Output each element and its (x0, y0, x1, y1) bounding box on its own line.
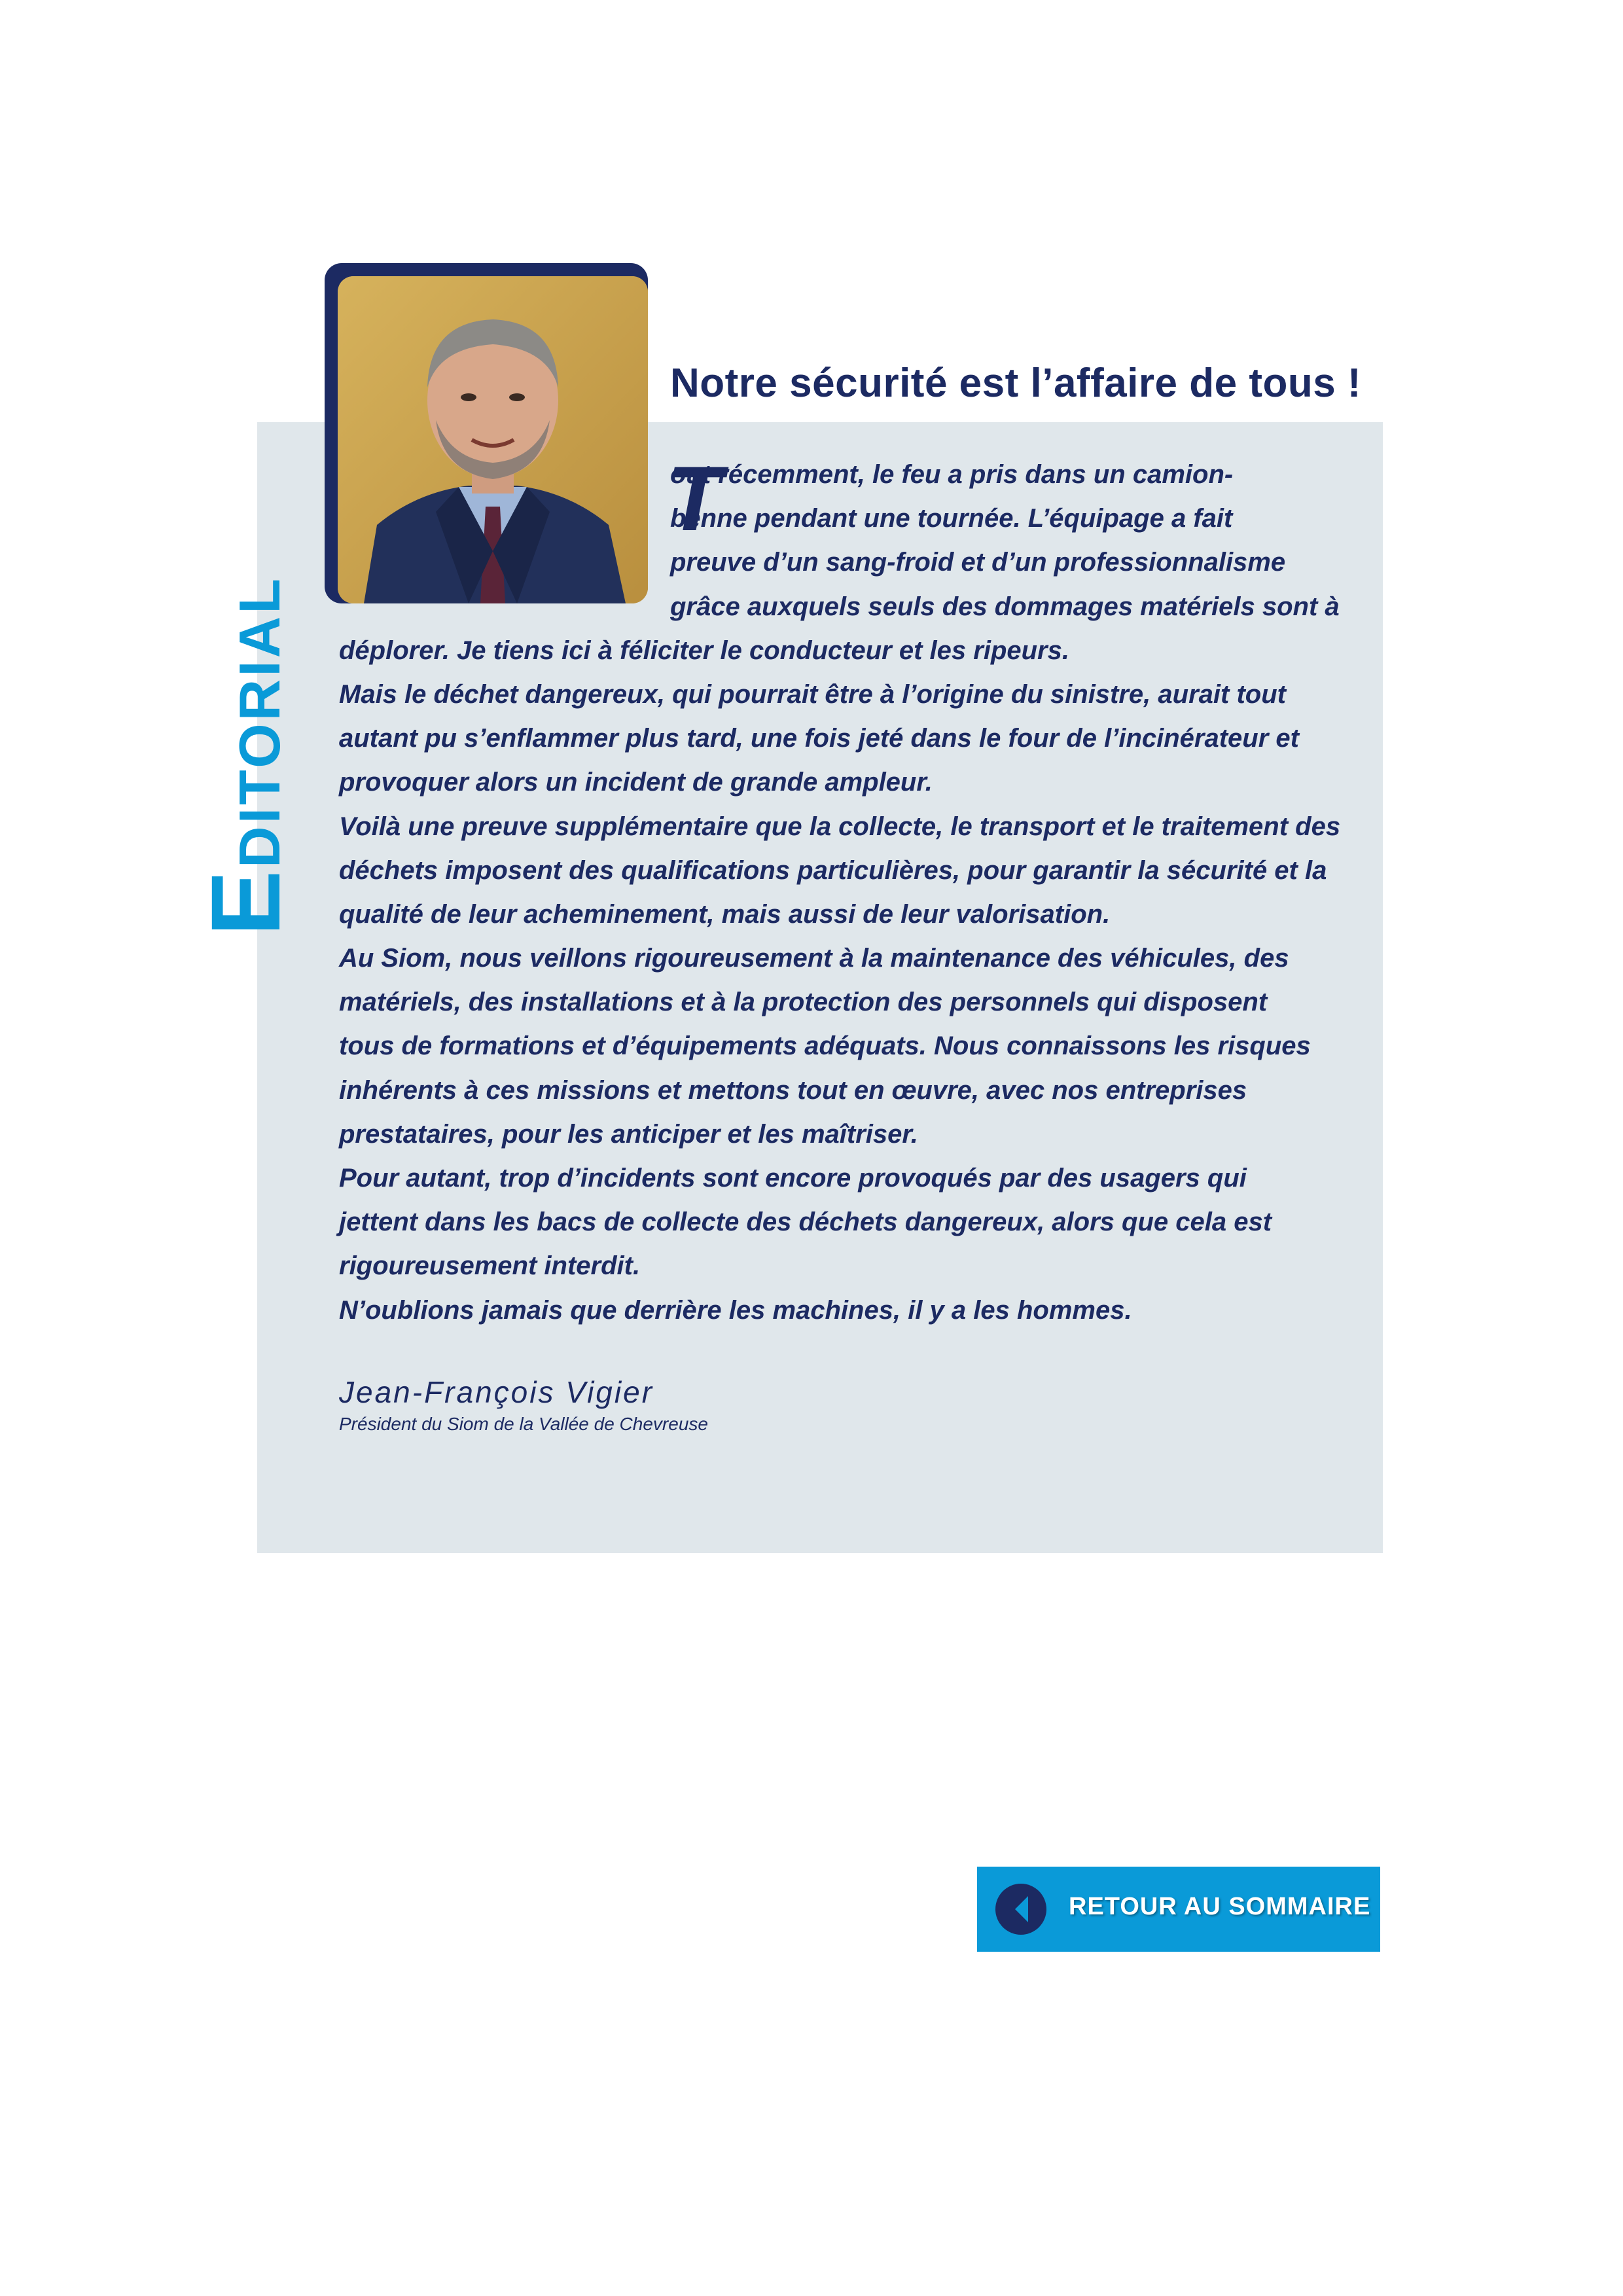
article-headline: Notre sécurité est l’affaire de tous ! (670, 361, 1362, 406)
article-line: déplorer. Je tiens ici à féliciter le conducteur et les ripeurs. (339, 636, 1069, 665)
article-line: out récemment, le feu a pris dans un camion- (670, 460, 1234, 489)
article-line: qualité de leur acheminement, mais aussi de leur valorisation. (339, 899, 1111, 929)
signature-name: Jean-François Vigier (339, 1375, 654, 1409)
article-line: prestataires, pour les anticiper et les maîtriser. (339, 1119, 918, 1149)
article-line: benne pendant une tournée. L’équipage a fait (670, 504, 1233, 533)
back-to-summary-label: RETOUR AU SOMMAIRE (1069, 1893, 1371, 1920)
back-to-summary-button[interactable] (977, 1867, 1380, 1952)
article-line: jettent dans les bacs de collecte des déchets dangereux, alors que cela est (339, 1208, 1272, 1237)
signature-role: Président du Siom de la Vallée de Chevreuse (339, 1414, 708, 1434)
article-line: preuve d’un sang-froid et d’un professionnalisme (670, 548, 1286, 577)
article-line: grâce auxquels seuls des dommages matériels sont à (670, 592, 1340, 621)
article-line: matériels, des installations et à la protection des personnels qui disposent (339, 988, 1268, 1017)
article-line: Mais le déchet dangereux, qui pourrait être à l’origine du sinistre, aurait tout (339, 679, 1286, 709)
article-line: tous de formations et d’équipements adéquats. Nous connaissons les risques (339, 1031, 1311, 1061)
back-arrow-icon (995, 1884, 1046, 1935)
article-line: déchets imposent des qualifications particulières, pour garantir la sécurité et la (339, 855, 1327, 885)
section-label-editorial: EDITORIAL (190, 576, 300, 936)
article-line: Voilà une preuve supplémentaire que la collecte, le transport et le traitement des (339, 812, 1341, 841)
article-line: inhérents à ces missions et mettons tout en œuvre, avec nos entreprises (339, 1075, 1247, 1105)
article-line: N’oublions jamais que derrière les machines, il y a les hommes. (339, 1295, 1132, 1325)
article-line: Au Siom, nous veillons rigoureusement à la maintenance des véhicules, des (339, 944, 1289, 973)
article-line: rigoureusement interdit. (339, 1251, 641, 1281)
drop-cap: T (666, 447, 722, 550)
article-line: Pour autant, trop d’incidents sont encore provoqués par des usagers qui (339, 1164, 1247, 1193)
article-line: provoquer alors un incident de grande ampleur. (339, 768, 933, 797)
article-body (339, 447, 1341, 1333)
article-line: autant pu s’enflammer plus tard, une fois jeté dans le four de l’incinérateur et (339, 724, 1299, 753)
